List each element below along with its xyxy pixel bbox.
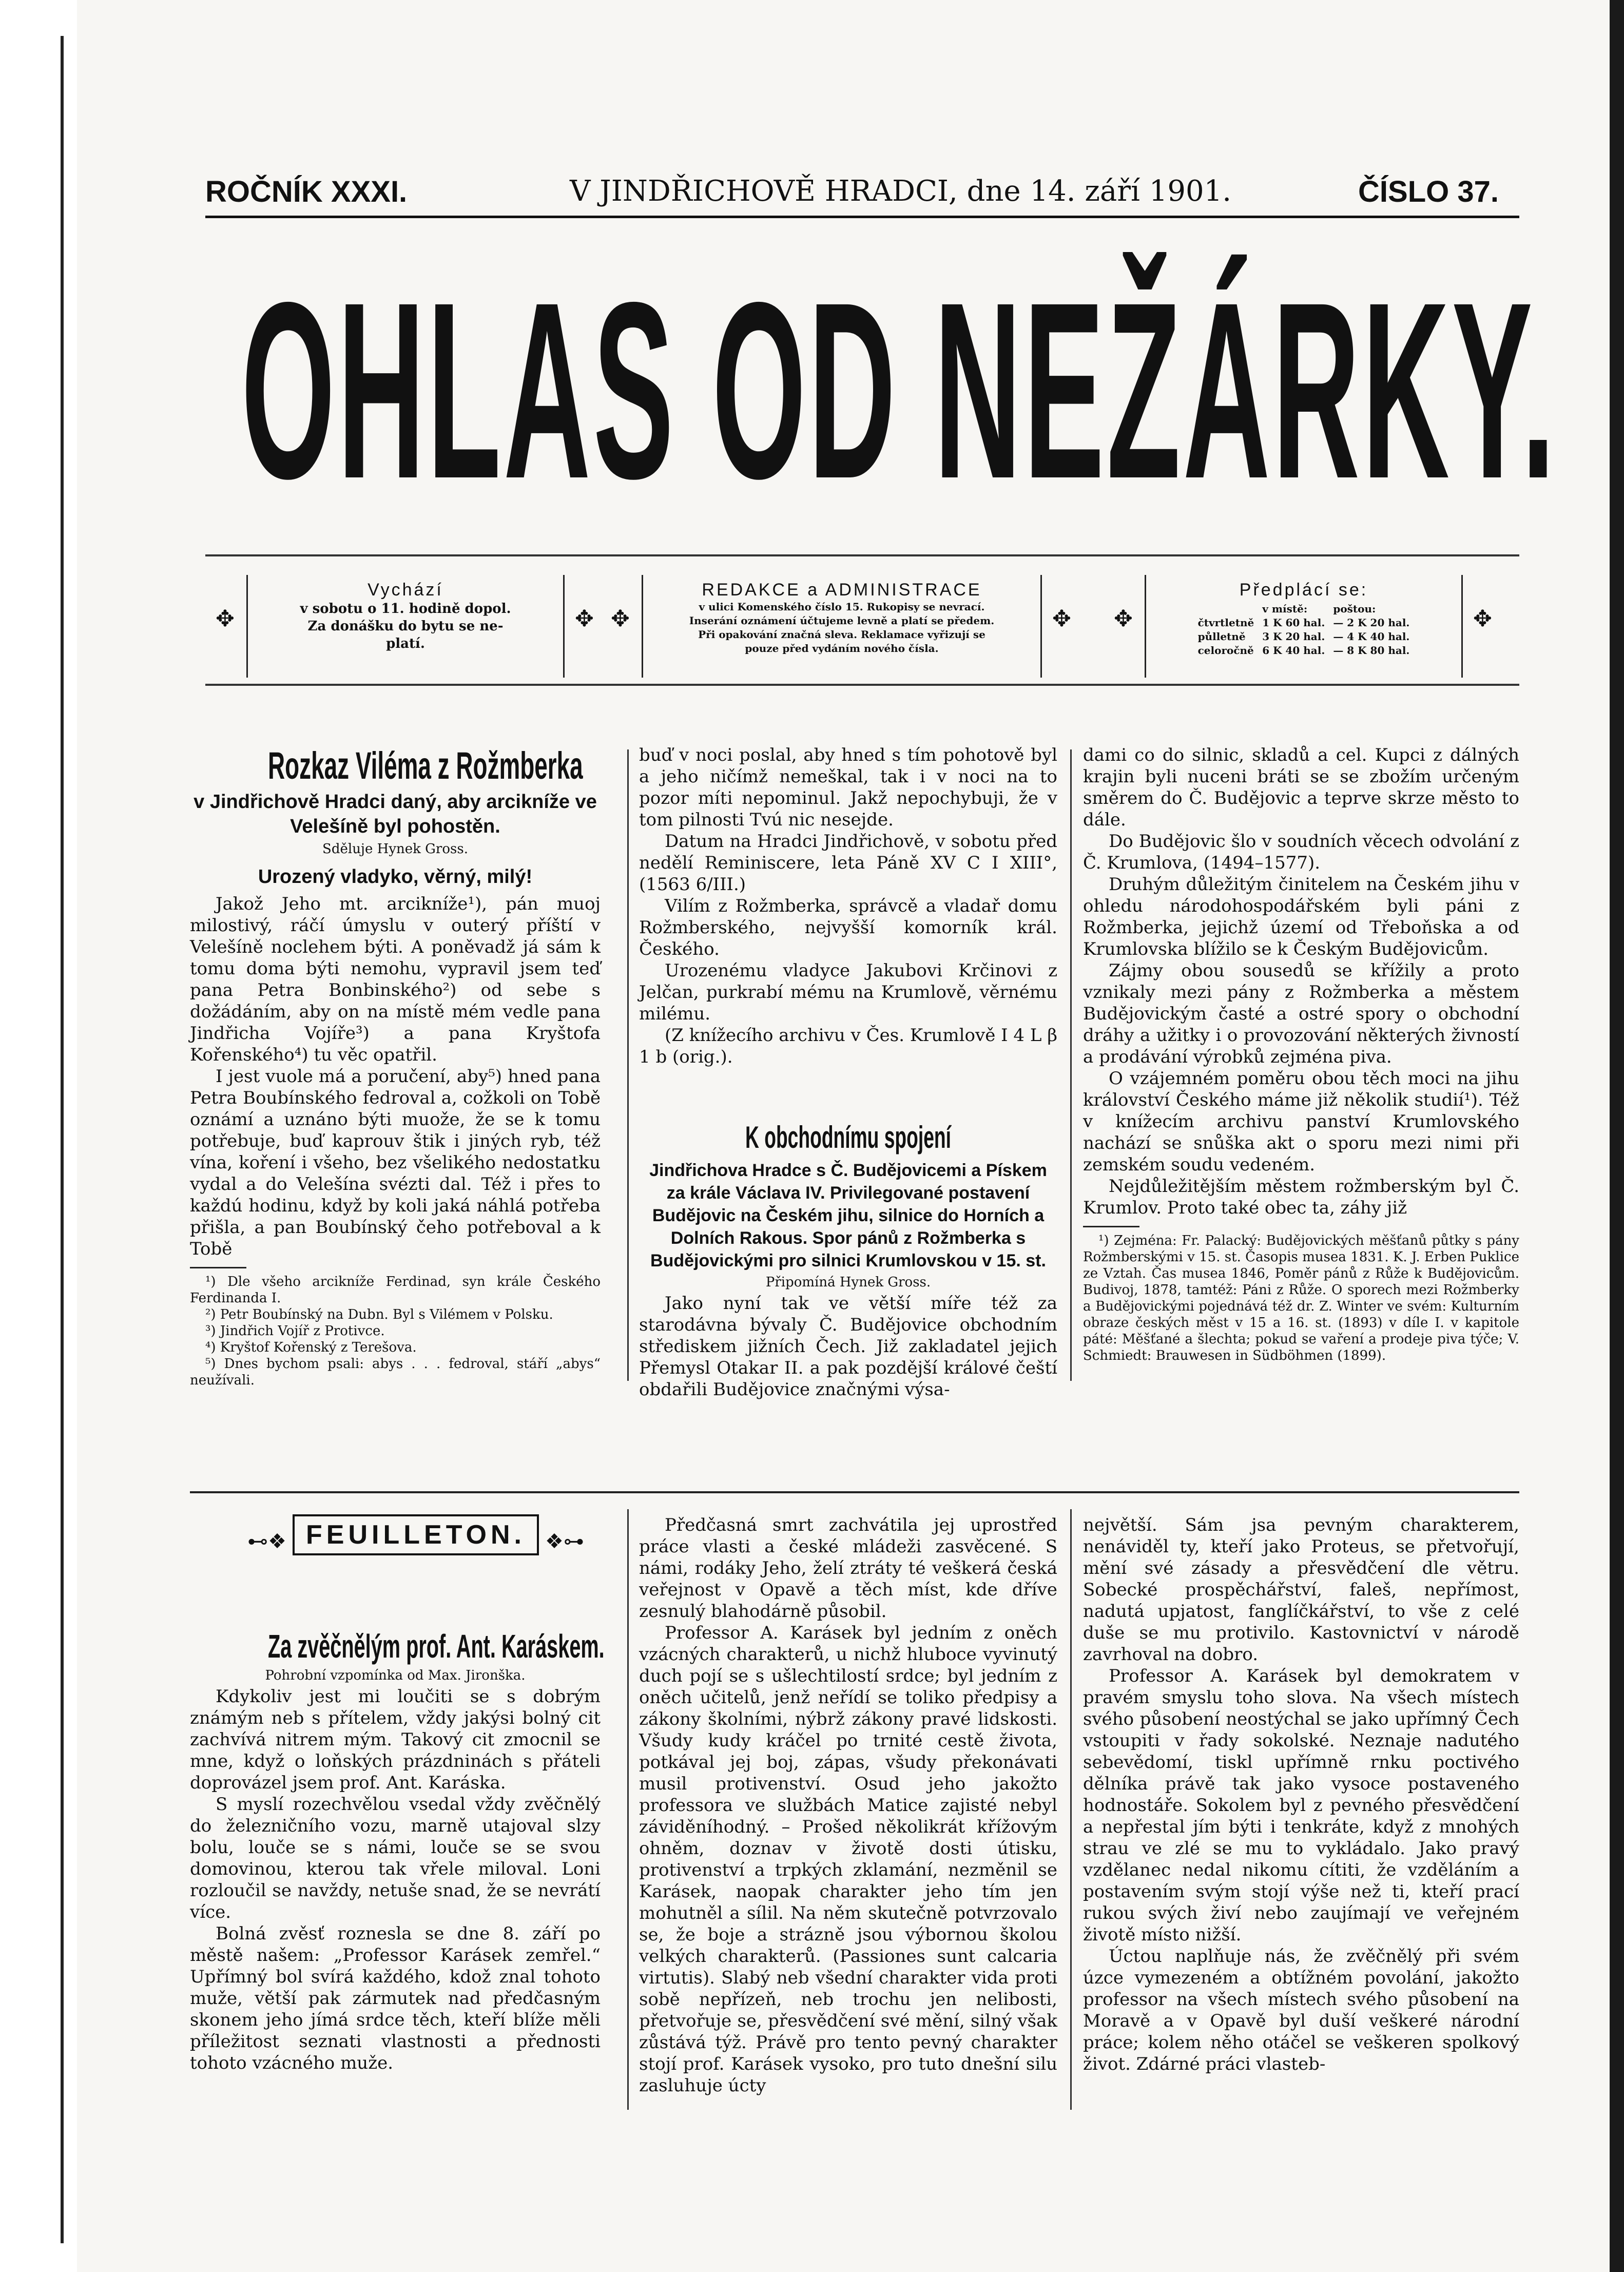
- article-byline-obchod: Připomíná Hynek Gross.: [765, 1275, 931, 1290]
- ornament-icon: ✥: [216, 606, 235, 632]
- price-period: půlletně: [1197, 630, 1246, 643]
- ornament-icon: ✥: [611, 606, 630, 632]
- article-subtitle-obchod: Jindřichova Hradce s Č. Budějovicemi a Pískem za krále Václava IV. Privilegované postavení Budějovic na Českém jihu, silnice do Horních a Dolních Rakous. Spor pánů z Rožmberka s Budějovickými pro silnici Krumlovskou v 15. st.: [649, 1161, 1047, 1270]
- article-rozkaz-col1: [190, 744, 601, 1389]
- column-rule: [627, 749, 629, 1381]
- issue-number: ČÍSLO 37.: [1358, 175, 1499, 208]
- salutation: Urozený vladyko, věrný, milý!: [258, 866, 533, 888]
- issue-header: [205, 175, 1499, 221]
- volume-label: ROČNÍK XXXI.: [205, 175, 408, 208]
- ornament-icon: ✥: [1473, 606, 1492, 632]
- price-post: — 8 K 80 hal.: [1333, 644, 1410, 657]
- vychazi-line: v sobotu o 11. hodině dopol.: [300, 601, 511, 617]
- footnote-rule: [190, 1267, 246, 1268]
- redakce-title: REDAKCE a ADMINISTRACE: [702, 580, 982, 600]
- price-post: — 4 K 40 hal.: [1333, 630, 1410, 643]
- price-head-local: v místě:: [1262, 603, 1308, 615]
- paragraph: Professor A. Karásek byl demokratem v pravém smyslu toho slova. Na všech místech svého působení neostýchal se jako upřímný Čech vstoupiti v řady sokolské. Neznaje nadutého sebevědomí, tiskl upřímně rnku poctivého dělníka právě tak jako vysoce postaveného hodnostáře. Sokolem byl z pevného přesvědčení a nepřestal jím býti i tenkráte, když z mnohých strau ve zlé se mu to vykládalo. Jako pravý vzdělanec nedal nikomu cítiti, že vzděláním a postavením svým stojí výše než ti, kteří prací rukou svých živí nebo zaujímají ve veřejném životě místo nižší.: [1083, 1666, 1519, 1945]
- footnote: ²) Petr Boubínský na Dubn. Byl s Vilémem v Polsku.: [205, 1307, 553, 1322]
- price-table-head: [1194, 602, 1414, 616]
- footnote: ¹) Dle všeho arcikníže Ferdinad, syn krále Českého Ferdinanda I.: [190, 1274, 601, 1306]
- strip-top-rule: [205, 554, 1519, 556]
- ornament-icon: ✥: [575, 606, 594, 632]
- footnote: ⁴) Kryštof Kořenský z Terešova.: [205, 1340, 417, 1355]
- scan-binding-line: [61, 36, 64, 2243]
- redakce-line: v ulici Komenského číslo 15. Rukopisy se nevrací.: [699, 601, 985, 613]
- feuilleton-byline: Pohrobní vzpomínka od Max. Jironška.: [265, 1668, 526, 1683]
- article-byline: Sděluje Hynek Gross.: [322, 841, 468, 857]
- price-post: — 2 K 20 hal.: [1333, 617, 1410, 629]
- article-title-obchod: K obchodnímu spojení: [745, 1120, 951, 1154]
- feuilleton-col2: [639, 1514, 1057, 2096]
- paragraph: S myslí rozechvělou vsedal vždy zvěčnělý do železničního vozu, marně utajoval slzy bolu, louče se s námi, louče se se svou domovinou, kterou tak vřele miloval. Loni rozloučil se navždy, netuše snad, že se nevrátí více.: [190, 1794, 601, 1922]
- vychazi-line: Za donášku do bytu se ne-: [307, 619, 504, 634]
- place-date: V JINDŘICHOVĚ HRADCI, dne 14. září 1901.: [570, 175, 1232, 208]
- info-box-redakce: [642, 575, 1042, 678]
- feuilleton-header: [226, 1514, 606, 1571]
- column-rule: [1070, 749, 1072, 1381]
- price-local: 6 K 40 hal.: [1262, 644, 1325, 657]
- redakce-line: Při opakování značná sleva. Reklamace vyřizují se: [698, 628, 985, 641]
- article-col2: [639, 744, 1057, 1400]
- vychazi-title: Vychází: [368, 580, 443, 600]
- paragraph: Do Budějovic šlo v soudních věcech odvolání z Č. Krumlova, (1494–1577).: [1083, 831, 1519, 873]
- column-rule: [1070, 1509, 1072, 2110]
- column-rule: [627, 1509, 629, 2110]
- footnote: ³) Jindřich Vojíř z Protivce.: [205, 1323, 385, 1339]
- paragraph: Bolná zvěsť roznesla se dne 8. září po městě našem: „Professor Karásek zemřel.“ Upřímný bol svírá každého, kdož znal tohoto muže, větší pak zármutek nad předčasným skonem jeho jímá srdce těch, kteří blíže měli příležitost seznati vlastnosti a přednosti tohoto vzácného muže.: [190, 1923, 601, 2073]
- paragraph: Urozenému vladyce Jakubovi Krčinovi z Jelčan, purkrabí mému na Krumlově, věrnému milému.: [639, 960, 1057, 1024]
- ornament-icon: ✥: [1114, 606, 1133, 632]
- info-strip: [205, 554, 1519, 688]
- info-box-vychazi: [246, 575, 565, 678]
- footnote-rule: [1083, 1226, 1139, 1227]
- header-rule: [205, 216, 1519, 218]
- predplaci-title: Předplácí se:: [1239, 580, 1368, 600]
- footnotes: [190, 1274, 601, 1389]
- redakce-line: Inserání oznámení účtujeme levně a platí se předem.: [689, 614, 995, 627]
- scan-right-edge: [1610, 0, 1624, 2272]
- redakce-line: pouze před vydáním nového čísla.: [745, 642, 939, 654]
- paragraph: Úctou naplňuje nás, že zvěčnělý při svém úzce vymezeném a obtížném povolání, jakožto professor na všech místech svého působení na Moravě a v Opavě byl duší veškeré národní práce; kolem něho otáčel se veškeren spolkový život. Zdárné práci vlasteb-: [1083, 1946, 1519, 2074]
- feuilleton-title: Za zvěčnělým prof. Ant. Karáskem.: [268, 1628, 605, 1665]
- paragraph: I jest vuole má a poručení, aby⁵) hned pana Petra Boubínského fedroval a, cožkoli on Tobě oznámí a uznáno býti muože, že se k tomu potřebuje, buď kaprouv štik i jiných ryb, též vína, koření i všeho, bez všelikého nedostatku vydal a do Velešína svézti dal. Též i přes to každú hodinu, když by koli jaká náhlá potřeba přišla, a pan Boubínský čeho potřeboval a k Tobě: [190, 1066, 601, 1259]
- paragraph: Jakož Jeho mt. arcikníže¹), pán muoj milostivý, ráčí úmyslu v outerý příští v Velešíně noclehem býti. A poněvadž já sám k tomu doma býti nemohu, vypravil jsem teď pana Petra Bonbinského²) od sebe s dožádáním, aby on na místě mém vedle pana Jindřicha Vojíře³) a pana Kryštofa Kořenského⁴) tu věc opatřil.: [190, 894, 601, 1065]
- paragraph: dami co do silnic, skladů a cel. Kupci z dálných krajin byli nuceni bráti se se zbožím určeným směrem do Č. Budějovic a teprve skrze město to dále.: [1083, 745, 1519, 830]
- scan-left-margin: [0, 0, 77, 2272]
- strip-bottom-rule: [205, 684, 1519, 686]
- price-head-post: poštou:: [1333, 603, 1376, 615]
- footnotes: [1083, 1233, 1519, 1364]
- paragraph: Professor A. Karásek byl jedním z oněch vzácných charakterů, u nichž hluboce vyvinutý duch pojí se s ušlechtilostí srdce; byl jedním z oněch učitelů, jenž neřídí se toliko předpisy a zákony školními, nýbrž zákony pravé lidskosti. Všudy kudy kráčel po trnité cestě života, potkával jej boj, zápas, všudy překonávati musil protivenství. Osud jeho jakožto professora ve službách Matice zajisté nebyl záviděníhodný. – Prošed několikrát křížovým ohněm, doznav v životě dosti útisku, protivenství a trpkých zklamání, nezměnil se Karásek, naopak charakter jeho tím jen mohutněl a sílil. Na něm skutečně potvrzovalo se, že boje a strázně jsou výbornou školou velkých charakterů. (Passiones sunt calcaria virtutis). Slabý neb všední charakter vida proti sobě nepřízeň, neb trochu jen nelibosti, přetvořuje se, přesvědčení své mění, silný však zůstává týž. Právě pro tento pevný charakter stojí prof. Karásek vysoko, pro tuto dnešní silu zasluhuje úcty: [639, 1623, 1057, 2096]
- masthead-title: OHLAS OD NEŽÁRKY.: [241, 249, 1558, 531]
- paragraph: Kdykoliv jest mi loučiti se s dobrým známým neb s přítelem, vždy jakýsi bolný cit zachvívá nitrem mým. Takový cit zmocnil se mne, když o loňských prázdninách s přáteli doprovázel jsem prof. Ant. Karáska.: [190, 1686, 601, 1793]
- paragraph: Zájmy obou sousedů se křížily a proto vznikaly mezi pány z Rožmberka a městem Budějovickým časté a ostré spory o obchodní dráhy a užitky i o provozování některých živností a prodávání výrobků zejména piva.: [1083, 960, 1519, 1067]
- price-local: 3 K 20 hal.: [1262, 630, 1325, 643]
- footnote: ⁵) Dnes bychom psali: abys . . . fedroval, stáří „abys“ neužívali.: [190, 1356, 601, 1388]
- price-table: [1194, 602, 1414, 658]
- price-period: celoročně: [1197, 644, 1254, 657]
- feuilleton-col3: [1083, 1514, 1519, 2075]
- article-title: Rozkaz Viléma z Rožmberka: [268, 744, 583, 787]
- paragraph: buď v noci poslal, aby hned s tím pohotově byl a jeho ničímž nemeškal, tak i v noci na to pozor míti nepominul. Jakž nepochybuji, že v tom pilnosti Tvú nic nesejde.: [639, 745, 1057, 830]
- paragraph: Nejdůležitějším městem rožmberským byl Č. Krumlov. Proto také obec ta, záhy již: [1083, 1176, 1519, 1218]
- paragraph: O vzájemném poměru obou těch moci na jihu království Českého máme již několik studií¹). Též v knížecím archivu panství Krumlovského nachází se snůška akt o sporu mezi nimi při zemském soudu vedeném.: [1083, 1068, 1519, 1175]
- article-subtitle: v Jindřichově Hradci daný, aby arcikníže ve Velešíně byl pohostěn.: [194, 791, 597, 837]
- feuilleton-rule: [190, 1491, 1519, 1493]
- price-local: 1 K 60 hal.: [1262, 617, 1325, 629]
- paragraph: Jako nyní tak ve větší míře též za starodávna bývaly Č. Budějovice obchodním střediskem jižních Čech. Již zakladatel jejich Přemysl Otakar II. a pak pozdější králové čeští obdařili Budějovice značnými výsa-: [639, 1293, 1057, 1400]
- article-obchod-col3: [1083, 744, 1519, 1364]
- ornament-icon: ⊷❖: [247, 1529, 287, 1553]
- paragraph: Datum na Hradci Jindřichově, v sobotu před nedělí Reminiscere, leta Páně XV C I XIII°, (1563 6/III.): [639, 831, 1057, 895]
- paragraph: Vilím z Rožmberka, správcě a vladař domu Rožmberského, nejvyšší komorník král. Českého.: [639, 896, 1057, 959]
- ornament-icon: ✥: [1052, 606, 1071, 632]
- paragraph: (Z knížecího archivu v Čes. Krumlově I 4 L β 1 b (orig.).: [639, 1025, 1057, 1067]
- price-row: [1194, 616, 1414, 630]
- paragraph: největší. Sám jsa pevným charakterem, nenáviděl ty, kteří jako Proteus, se přetvořují, mění své zásady a přesvědčení dle větru. Sobecké prospěchářství, faleš, nepřímost, nadutá upjatost, fanglíčkářství, to vše z celé duše se mu protivilo. Kastovnictví v národě zavrhoval na dobro.: [1083, 1515, 1519, 1665]
- price-row: [1194, 630, 1414, 644]
- feuilleton-label: FEUILLETON.: [293, 1514, 539, 1555]
- vychazi-line: platí.: [386, 636, 425, 651]
- ornament-icon: ❖⊶: [545, 1529, 584, 1553]
- info-box-predplaci: [1145, 575, 1463, 678]
- paragraph: Předčasná smrt zachvátila jej uprostřed práce vlasti a české mládeži zasvěcené. S námi, rodáky Jeho, želí ztráty té veškerá česká veřejnost v Opavě a těch míst, kde dříve zesnulý blahodárně působil.: [639, 1515, 1057, 1622]
- paragraph: Druhým důležitým činitelem na Českém jihu v ohledu národohospodářském byli páni z Rožmberka, jejichž území od Třeboňska a od Krumlovska blížilo se k Českým Budějovicům.: [1083, 874, 1519, 959]
- footnote: ¹) Zejména: Fr. Palacký: Budějovických měšťanů půtky s pány Rožmberskými v 15. st. Časopis musea 1831. K. J. Erben Puklice ze Vztah. Čas musea 1846, Poměr pánů z Růže k Budějovicům. Budivoj, 1878, tamtéž: Páni z Růže. O sporech mezi Rožmberky a Budějovickými pojednává též dr. Z. Winter ve svém: Kulturním obraze českých měst v 15 a 16. st. (1893) v díle I. v kapitole páté: Měšťané a šlechta; pokud se vaření a prodeje piva týče; V. Schmiedt: Brauwesen in Südböhmen (1899).: [1083, 1233, 1519, 1363]
- feuilleton-col1: [190, 1627, 605, 2074]
- price-row: [1194, 644, 1414, 658]
- price-period: čtvrtletně: [1197, 617, 1254, 629]
